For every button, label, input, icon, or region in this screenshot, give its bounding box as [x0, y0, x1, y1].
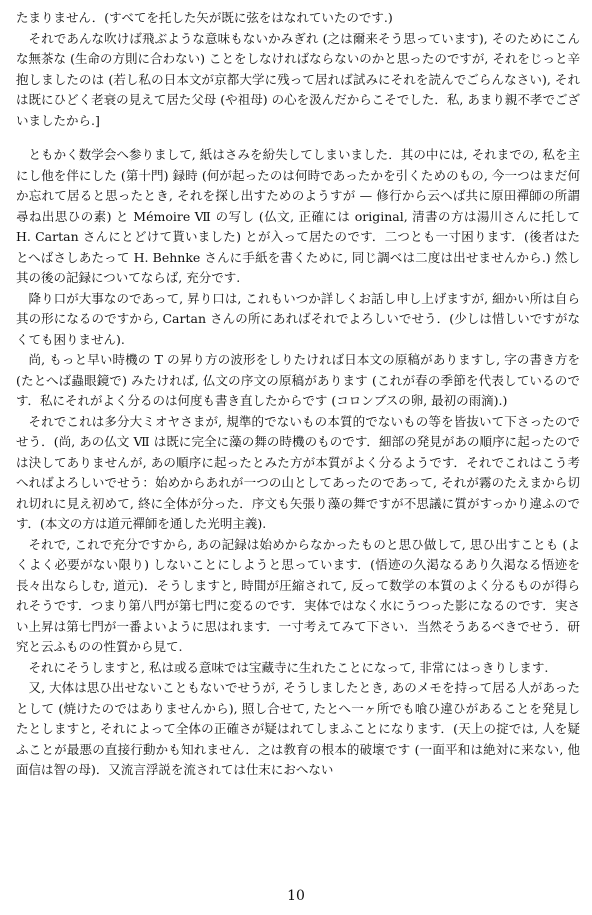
paragraph: それで, これで充分ですから, あの記録は始めからなかったものと思ひ做して, 思ひ出すことも (よくよく必要がない限り) しないことにしようと思っています．(悟迹の久渇なるあり久渇なる悟迹を長々出ならしむ, 道元)．そうしますと, 時間が圧縮されて, 反って数学の本質のよく分るものが得られそうです．つまり第八門が第七門に変るのです．実体ではなく水にうつった影になるのです．実さい上昇は第七門が一番よいように思はれます．一寸考えてみて下さい．当然そうあるべきでせう．研究と云ふものの性質から見て.: [16, 536, 580, 654]
paragraph: それであんな吹けば飛ぶような意味もないかみぎれ (之は爾来そう思っています), そのためにこんな無茶な (生命の方則に合わない) ことをしなければならないのかと思ったのですが, それをじっと辛抱しましたのは (若し私の日本文が京都大学に残って居れば試みにそれを読んでごらんなさい), それは既にひどく老衰の見えて居た父母 (や祖母) の心を汲んだからこそでした．私, あまり親不孝でございましたから.]: [16, 30, 580, 128]
paragraph: たまりません．(すべてを托した矢が既に弦をはなれていたのです.): [16, 10, 393, 25]
page-number: 10: [287, 888, 305, 904]
body-text: [16, 8, 580, 781]
paragraph: 降り口が大事なのであって, 昇り口は, これもいつか詳しくお話し申し上げますが, 細かい所は自ら其の形になるのですから, Cartan さんの所にあればそれでよろしいでせう．(少しは惜しいですがなくても困りません).: [16, 290, 580, 347]
paragraph: 又, 大体は思ひ出せないこともないでせうが, そうしましたとき, あのメモを持って居る人があったとして (焼けたのではありませんから), 照し合せて, たとへ一ヶ所でも喰ひ違ひがあることを発見したとしますと, それによって全体の正確さが疑はれてしまふことになります．(天上の掟では, 人を疑ふことが最悪の直接行動かも知れません．之は教育の根本的破壞です (一面平和は絶対に来ない, 他面信は智の母)．又流言浮説を流されては仕末におへない: [16, 680, 580, 777]
paragraph-gap: [16, 131, 580, 145]
paragraph: それにそうしますと, 私は或る意味では宝藏寺に生れたことになって, 非常にはっきりします.: [28, 659, 549, 675]
paragraph: それでこれは多分大ミオヤさまが, 規準的でないもの本質的でないもの等を皆抜いて下さったのでせう．(尚, あの仏文 Ⅶ は既に完全に藻の舞の時機のものです．細部の発見があの順序に起ったのでは決してありませんが, あの順序に起ったとみた方が本質がよく分るようです．それでこれはこう考へればよろしいでせう：始めからあれが一つの山としてあったのであって, それが霧のたえまから切れ切れに見え初めて, 終に全体が分った．序文も矢張り藻の舞ですが不思議に質がすっかり違ふのです．(本文の方は道元禪師を通した光明主義).: [16, 413, 580, 531]
paragraph: ともかく数学会へ参りまして, 紙はさみを紛失してしまいました．其の中には, それまでの, 私を主にし他を伴にした (第十門) 録時 (何が起ったのは何時であったかを引くためのもの, 今一つはまだ何か忘れて居ると思ったとき, それを探し出すためのようすが — 修行から云へば共に原田禪師の所謂尋ね出思ひの素) と Mémoire Ⅶ の写し (仏文, 正確には original, 清書の方は湯川さんに托して H. Cartan さんにとどけて貰いました) とが入って居たのです．二つとも一寸困ります．(後者はたとへばさしあたって H. Behnke さんに手紙を書くために, 同じ調べは二度は出せませんから.) 然し其の後の記録についてならば, 充分です.: [16, 147, 580, 285]
paragraph: 尚, もっと早い時機の T の昇り方の波形をしりたければ日本文の原稿がありますし, 字の書き方を (たとへば蟲眼鏡で) みたければ, 仏文の序文の原稿があります (これが春の季節を代表しているのです．私にそれがよく分るのは何度も書き直したからです (コロンブスの卵, 最初の雨滴).): [16, 352, 580, 408]
